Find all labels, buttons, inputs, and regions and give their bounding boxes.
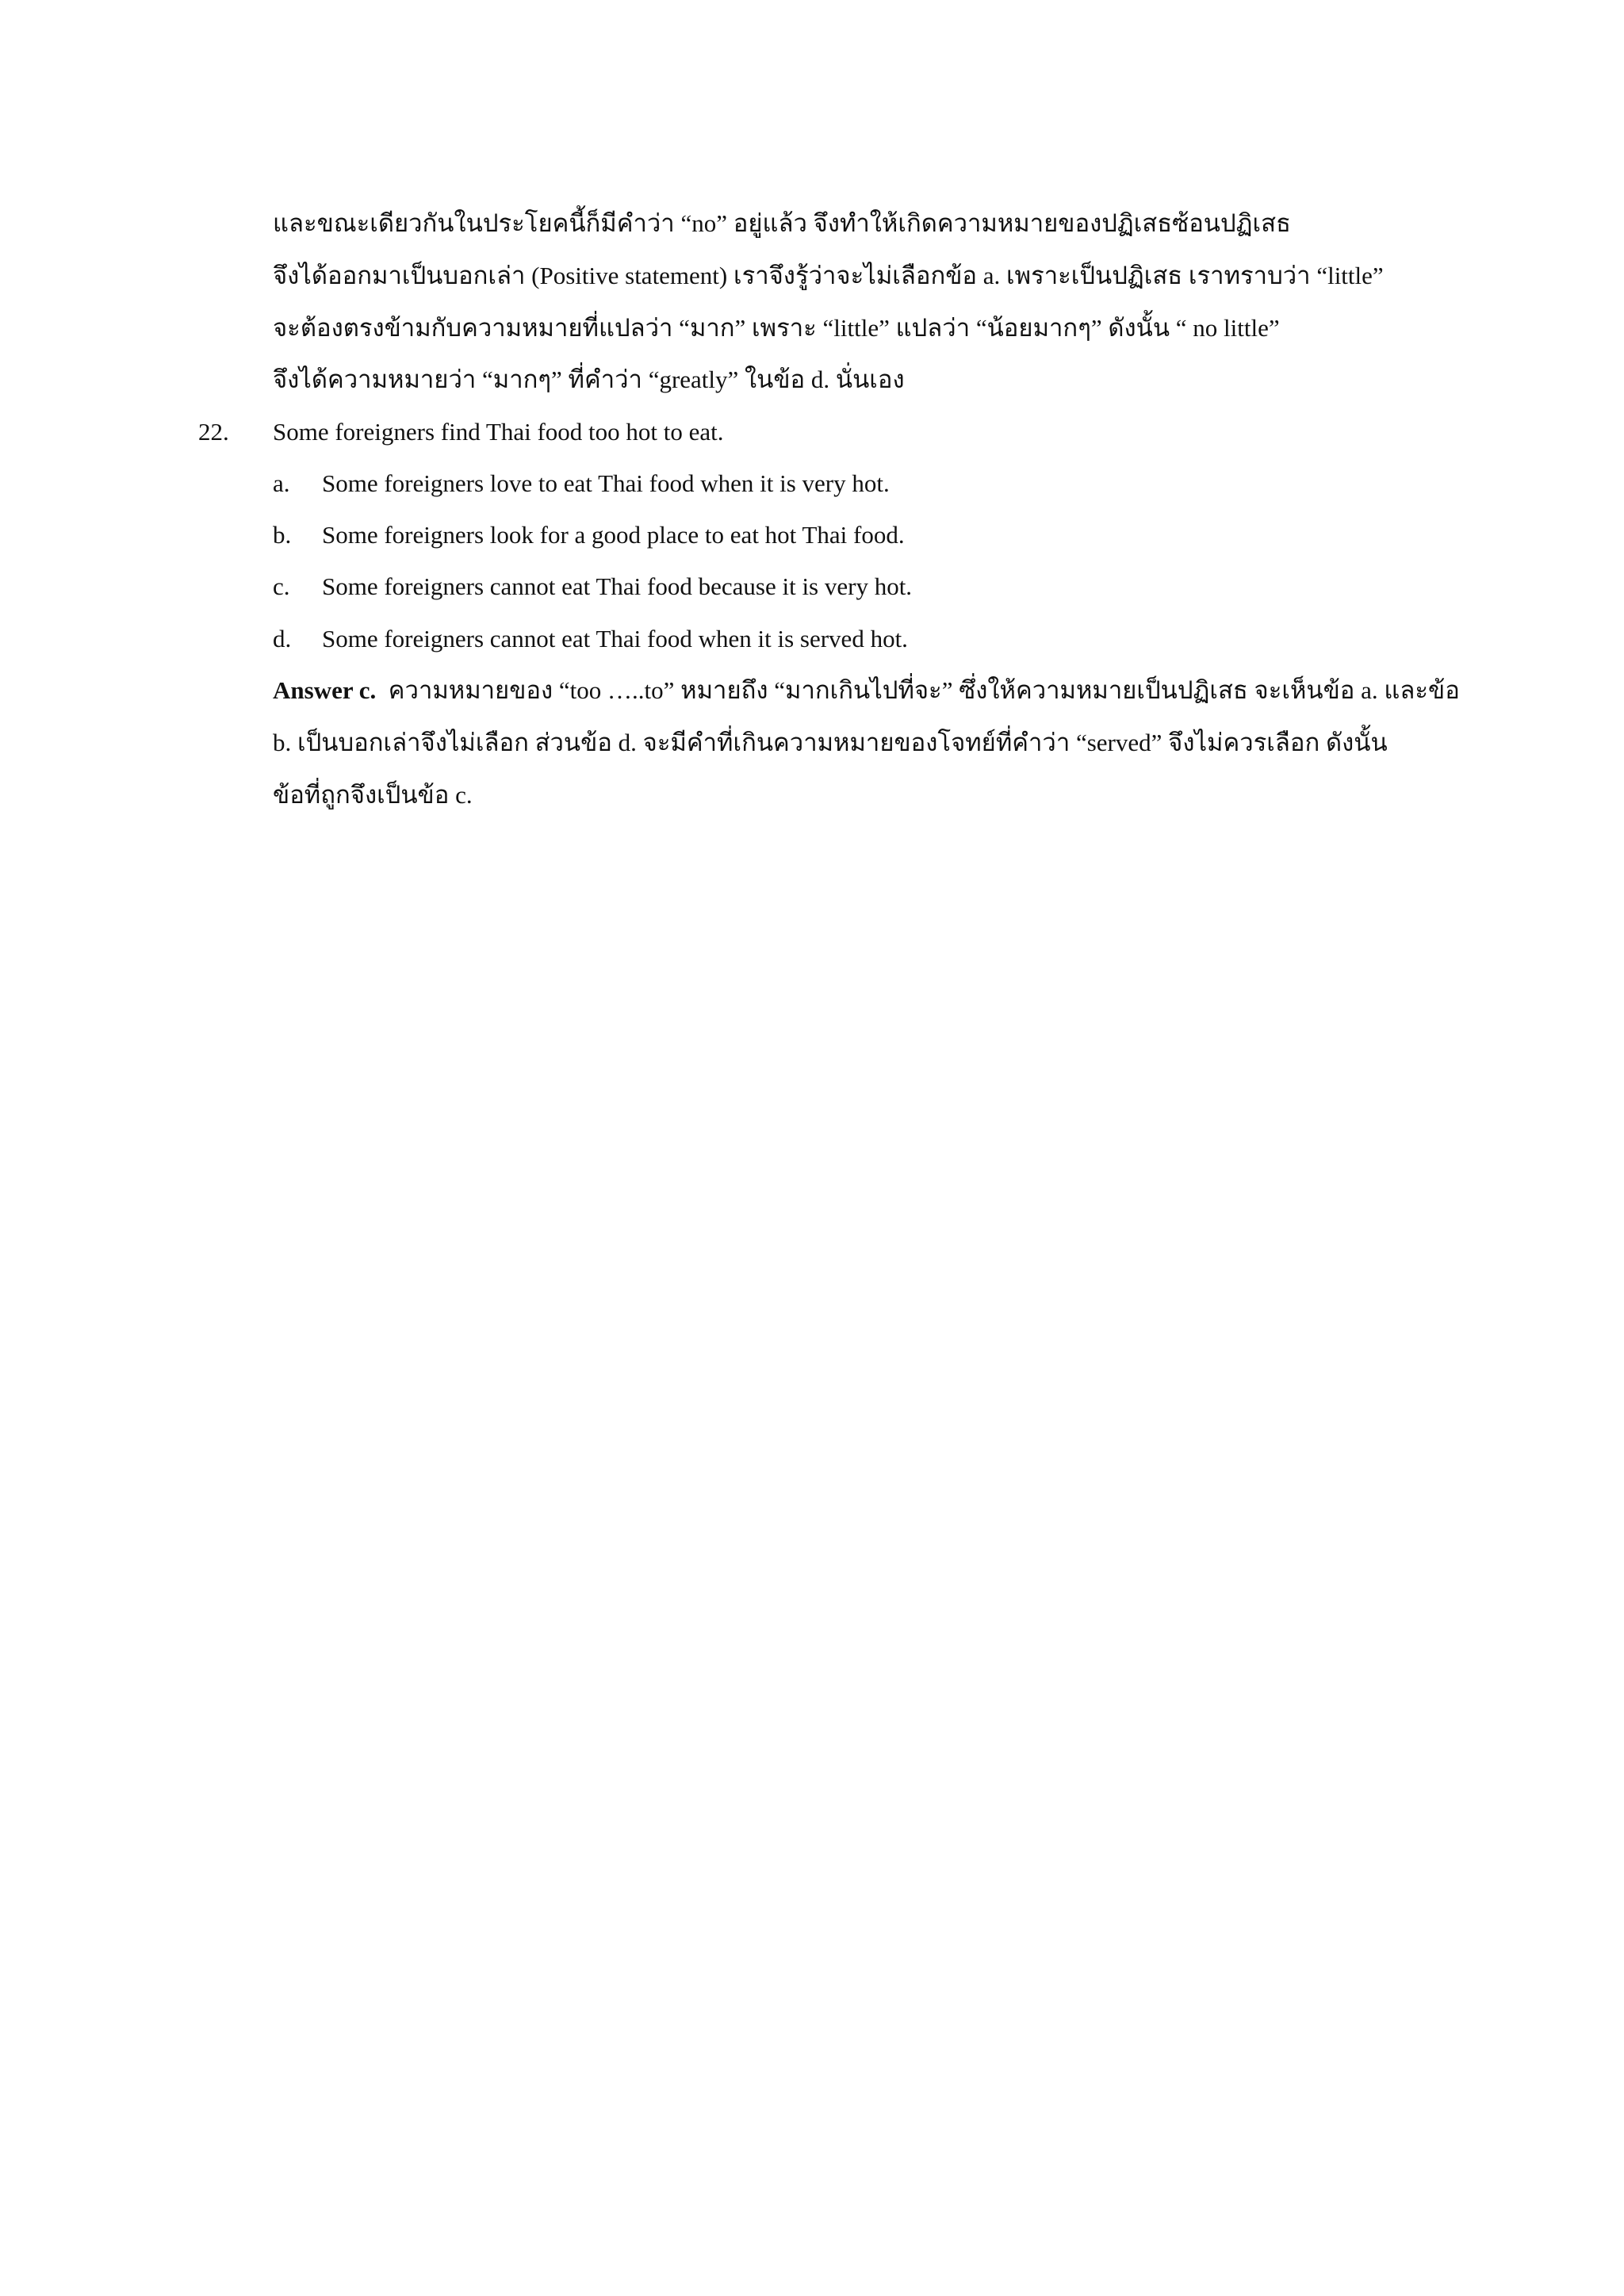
option-a-letter: a. (273, 469, 290, 497)
question-number: 22. (198, 418, 229, 446)
option-c-text: Some foreigners cannot eat Thai food because it is very hot. (322, 572, 913, 600)
explanation-line-2: จึงได้ออกมาเป็นบอกเล่า (Positive statement) เราจึงรู้ว่าจะไม่เลือกข้อ a. เพราะเป็นปฏิเสธ เราทราบว่า “little” (273, 262, 1384, 289)
answer-line-3: ข้อที่ถูกจึงเป็นข้อ c. (273, 781, 473, 809)
explanation-line-3: จะต้องตรงข้ามกับความหมายที่แปลว่า “มาก” เพราะ “little” แปลว่า “น้อยมากๆ” ดังนั้น “ no little” (273, 314, 1280, 342)
answer-label: Answer c. (273, 676, 377, 704)
option-d-letter: d. (273, 625, 292, 652)
explanation-line-4: จึงได้ความหมายว่า “มากๆ” ที่คำว่า “greatly” ในข้อ d. นั่นเอง (273, 365, 905, 393)
answer-text-1: ความหมายของ “too …..to” หมายถึง “มากเกินไปที่จะ” ซึ่งให้ความหมายเป็นปฏิเสธ จะเห็นข้อ a. และข้อ (388, 676, 1460, 704)
option-a-text: Some foreigners love to eat Thai food when it is very hot. (322, 469, 890, 497)
explanation-line-1: และขณะเดียวกันในประโยคนี้ก็มีคำว่า “no” อยู่แล้ว จึงทำให้เกิดความหมายของปฏิเสธซ้อนปฏิเสธ (273, 209, 1291, 237)
option-c-letter: c. (273, 572, 290, 600)
option-b-text: Some foreigners look for a good place to eat hot Thai food. (322, 521, 905, 549)
question-text: Some foreigners find Thai food too hot to eat. (273, 418, 724, 446)
answer-line-2: b. เป็นบอกเล่าจึงไม่เลือก ส่วนข้อ d. จะมีคำที่เกินความหมายของโจทย์ที่คำว่า “served” จึงไม่ควรเลือก ดังนั้น (273, 729, 1388, 756)
option-b-letter: b. (273, 521, 292, 549)
answer-line-1 (273, 675, 1460, 706)
option-d-text: Some foreigners cannot eat Thai food when it is served hot. (322, 625, 908, 652)
